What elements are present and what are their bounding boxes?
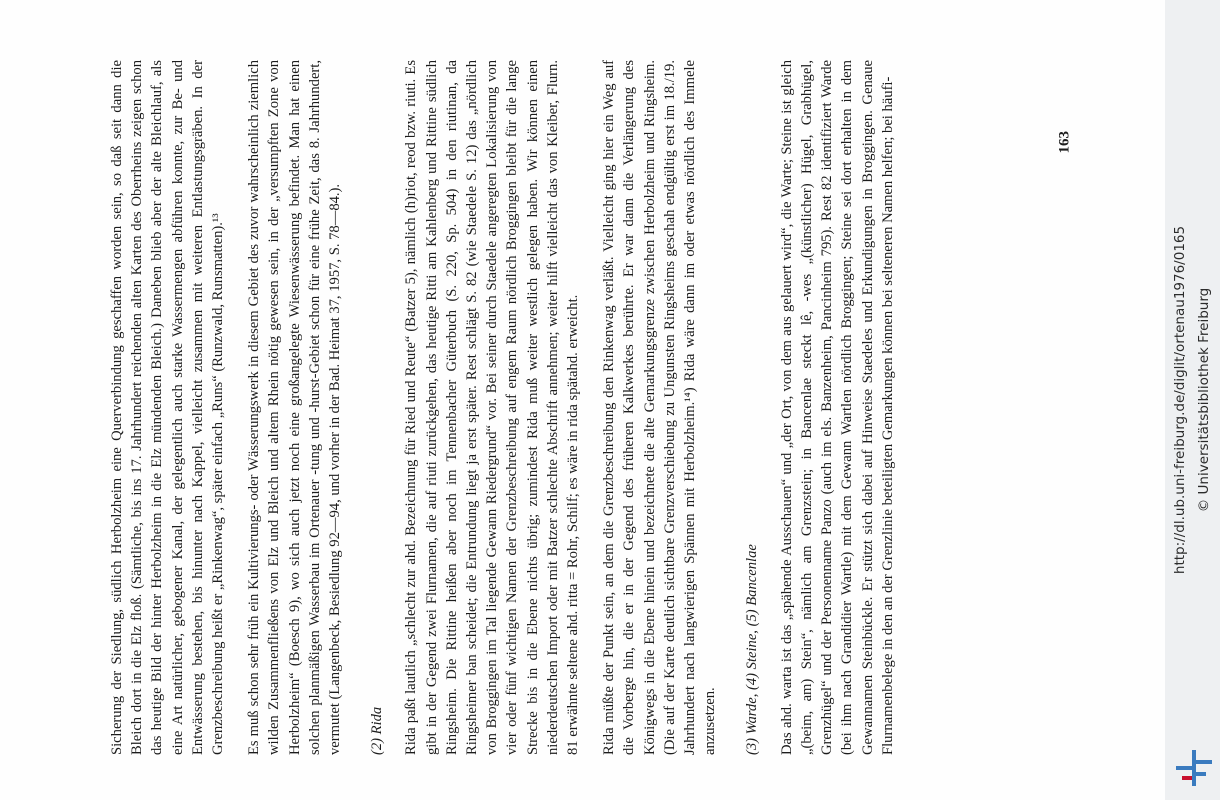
paragraph-rida-2: Rida müßte der Punkt sein, an dem die Grenzbeschreibung den Rinkenwag verläßt. Vielleicht ging hier ein Weg auf die Vorberge hin, die er in der Gegend des früheren Kalkwerkes berührte. Er war dann die Verlängerung des Königwegs in die Ebene hinein und bezeichnete die alte Gemarkungsgrenze zwischen Herbolzheim und Ringsheim. (Die auf der Karte deutlich sichtbare Grenzverschiebung zu Ungunsten Ringsheims geschah endgültig erst im 18./19. Jahrhundert nach langwierigen Spännen mit Herbolzheim.¹⁴) Rida wäre dann im oder etwas nördlich des Immele anzusetzen. — [601, 60, 719, 755]
paragraph-wasserbau: Es muß schon sehr früh ein Kultivierungs- oder Wässerungswerk in diesem Gebiet des zuvor wahrscheinlich ziemlich wilden Zusammenfließens von Elz und Bleich und altem Rhein nötig gewesen sein, in der „versumpften Zone von Herbolzheim“ (Boesch 9), wo sich auch jetzt noch eine großangelegte Wiesenwässerung befindet. Man hat einen solchen planmäßigen Wasserbau im Ortenauer -tung und -hurst-Gebiet schon für eine frühe Zeit, das 8. Jahrhundert, vermutet (Langenbeck, Besiedlung 92—94, und vorher in der Bad. Heimat 37, 1957, S. 78—84.). — [246, 60, 344, 755]
paragraph-warde: Das ahd. warta ist das „spähende Ausschauen“ und „der Ort, von dem aus gelauert wird“, die Warte; Steine ist gleich „(beim, am) Stein“, nämlich am Grenzstein; in Bancenlae steckt lê, -wes „(künstlicher) Hügel, Grabhügel, Grenzhügel“ und der Personenname Panzo (auch im els. Banzenheim, Pancinheim 795). Rest 82 identifiziert Warde (bei ihm nach Grandidier Wartle) mit dem Gewann Wartlen nördlich Broggingen; Steine sei dort erhalten in dem Gewannamen Steinbückle. Er stützt sich dabei auf Hinweise Staedeles und Erkundigungen in Broggingen. Genaue Flurnamenbelege in den an der Grenzlinie beteiligten Gemarkungen können bei selteneren Namen helfen; bei häufi- — [778, 60, 896, 755]
section-heading-rida: (2) Rida — [369, 706, 386, 755]
copyright-notice: © Universitätsbibliothek Freiburg — [1196, 287, 1212, 513]
page-number: 163 — [1056, 131, 1073, 154]
source-url-link[interactable]: http://dl.ub.uni-freiburg.de/diglit/ortenau1976/0165 — [1172, 225, 1188, 575]
section-heading-warde: (3) Warde, (4) Steine, (5) Bancenlae — [744, 544, 761, 755]
ub-freiburg-logo-icon — [1172, 746, 1216, 790]
paragraph-rida-1: Rida paßt lautlich „schlecht zur ahd. Bezeichnung für Ried und Reute“ (Batzer 5), nämlich (h)riot, reod bzw. riuti. Es gibt in der Gegend zwei Flurnamen, die auf riuti zurückgehen, das heutige Ritti am Kahlenberg und Rittine südlich Ringsheim. Die Rittine heißen aber noch im Tennenbacher Güterbuch (S. 220, Sp. 504) in den riutinan, da Ringsheimer ban scheidet; die Entrundung liegt ja erst später. Rest schlägt S. 82 (wie Staedele S. 12) das „nördlich von Broggingen im Tal liegende Gewann Riedergrund“ vor. Bei seiner durch Staedele angeregten Lokalisierung von vier oder fünf wichtigen Namen der Grenzbeschreibung auf engem Raum nördlich Broggingen bleibt für die lange Strecke bis in die Ebene nichts übrig; zumindest Rida muß weiter westlich gelegen haben. Wir können einen niederdeutschen Import oder mit Batzer schlechte Abschrift annehmen; weiter hilft vielleicht das von Kleiber, Flurn. 81 erwähnte seltene ahd. ritta = Rohr, Schilf; es wäre in rida spätahd. erweicht. — [403, 60, 582, 755]
paragraph-bleich: Sicherung der Siedlung, südlich Herbolzheim eine Querverbindung geschaffen worden sein, so daß seit dann die Bleich dort in die Elz floß. (Sämtliche, bis ins 17. Jahrhundert reichenden alten Karten des Oberrheins zeigen schon das heutige Bild der hinter Herbolzheim in die Elz mündenden Bleich.) Daneben blieb aber der alte Bleichlauf, als eine Art natürlicher, gebogener Kanal, der gelegentlich auch starke Wassermengen abführen konnte, zur Be- und Entwässerung bestehen, bis hinunter nach Kappel, vielleicht zusammen mit weiteren Entlastungsgräben. In der Grenzbeschreibung heißt er „Rinkenwag“, später einfach „Runs“ (Runzwald, Runsmatten).¹³ — [109, 60, 227, 755]
page-text-block — [82, 0, 1082, 800]
